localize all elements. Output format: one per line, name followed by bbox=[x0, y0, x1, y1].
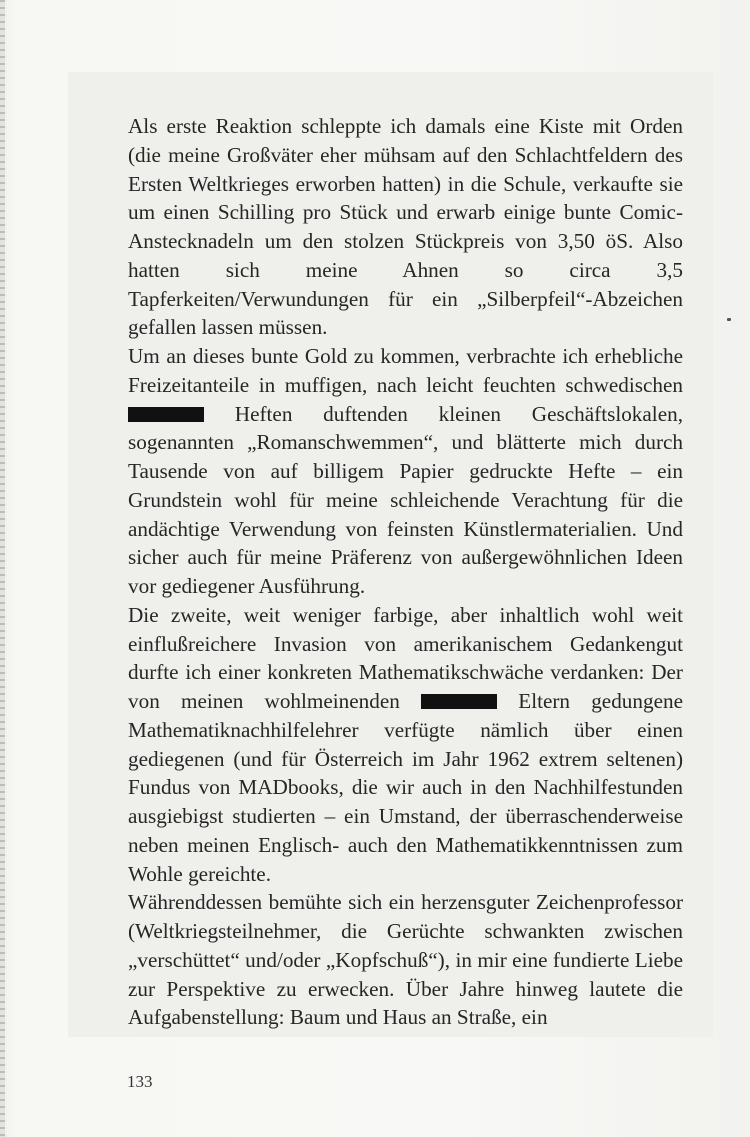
redaction-bar bbox=[128, 407, 204, 422]
paragraph-p4 bbox=[128, 888, 683, 1032]
paragraph-text: Um an dieses bunte Gold zu kommen, verbrachte ich erhebliche Freizeitanteile in muffigen, nach leicht feuchten schwedischen bbox=[128, 344, 683, 397]
paragraph-text: Die zweite, weit weniger farbige, aber inhaltlich wohl weit einflußreichere Invasion von amerikanischem Gedankengut durfte ich einer konkreten Mathematikschwäche verdanken: Der von meinen wohlmeinenden bbox=[128, 602, 683, 713]
page-number: 133 bbox=[127, 1072, 153, 1091]
page-binding-edge bbox=[0, 0, 5, 1137]
redaction-bar bbox=[421, 694, 497, 709]
paragraph-text: Währenddessen bemühte sich ein herzensguter Zeichenprofessor (Weltkriegsteilnehmer, die Gerüchte schwankten zwischen „verschüttet“ und/oder „Kopfschuß“), in mir eine fundierte Liebe zur Perspektive zu erwecken. Über Jahre hinweg lautete die Aufgabenstellung: Baum und Haus an Straße, ein bbox=[128, 890, 683, 1030]
paragraph-text: Eltern gedungene Mathematiknachhilfelehrer verfügte nämlich über einen gediegenen (und für Österreich im Jahr 1962 extrem seltenen) Fundus von MADbooks, die wir auch in den Nachhilfestunden ausgiebigst studierten – ein Umstand, der überraschenderweise neben meinen Englisch- auch den Mathematikkenntnissen zum Wohle gereichte. bbox=[128, 689, 683, 886]
body-text bbox=[128, 112, 683, 1032]
dust-speck bbox=[727, 318, 731, 321]
paragraph-p1 bbox=[128, 112, 683, 342]
paragraph-p3 bbox=[128, 601, 683, 889]
paragraph-text: Als erste Reaktion schleppte ich damals eine Kiste mit Orden (die meine Großväter eher mühsam auf den Schlachtfeldern des Ersten Weltkrieges erworben hatten) in die Schule, verkaufte sie um einen Schilling pro Stück und erwarb einige bunte Comic-Anstecknadeln um den stolzen Stückpreis von 3,50 öS. Also hatten sich meine Ahnen so circa 3,5 Tapferkeiten/Verwundungen für ein „Silberpfeil“-Abzeichen gefallen lassen müssen. bbox=[128, 114, 683, 340]
paragraph-text: Heften duftenden kleinen Geschäftslokalen, sogenannten „Romanschwemmen“, und blätterte mich durch Tausende von auf billigem Papier gedruckte Hefte – ein Grundstein wohl für meine schleichende Verachtung für die andächtige Verwendung von feinsten Künstlermaterialien. Und sicher auch für meine Präferenz von außergewöhnlichen Ideen vor gediegener Ausführung. bbox=[128, 401, 683, 598]
paragraph-p2 bbox=[128, 342, 683, 601]
